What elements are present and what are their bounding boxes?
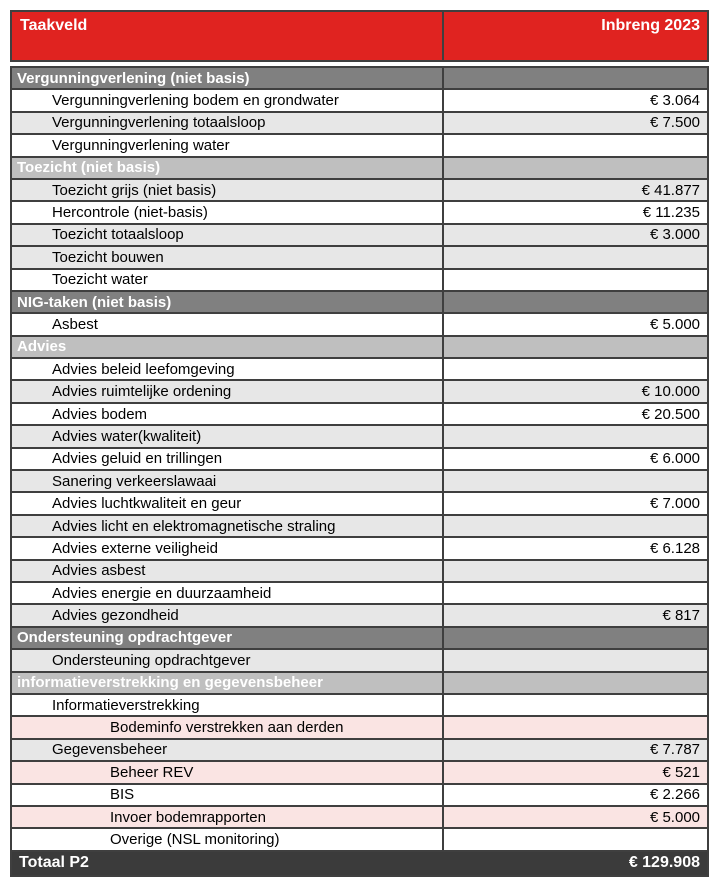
data-row-label: Hercontrole (niet-basis) xyxy=(12,202,444,222)
budget-table xyxy=(10,10,709,877)
column-header-inbreng-2023: Inbreng 2023 xyxy=(601,17,700,34)
data-row xyxy=(12,717,707,739)
section-header-row-amount xyxy=(444,337,707,357)
section-header-row-amount xyxy=(444,158,707,178)
data-row xyxy=(12,516,707,538)
data-row-amount xyxy=(444,247,707,267)
data-row-amount xyxy=(444,135,707,155)
data-row-label: Toezicht totaalsloop xyxy=(12,225,444,245)
data-row-label: Advies gezondheid xyxy=(12,605,444,625)
data-row-amount: € 5.000 xyxy=(649,315,700,333)
data-row xyxy=(12,561,707,583)
section-header-row-amount xyxy=(444,292,707,312)
data-row-amount: € 5.000 xyxy=(649,808,700,826)
data-row-amount xyxy=(444,270,707,290)
data-row xyxy=(12,247,707,269)
data-row-label: Advies energie en duurzaamheid xyxy=(12,583,444,603)
data-row-label: Vergunningverlening totaalsloop xyxy=(12,113,444,133)
data-row-label: Vergunningverlening water xyxy=(12,135,444,155)
data-row xyxy=(12,583,707,605)
data-row-amount: € 10.000 xyxy=(641,383,700,401)
data-row-amount xyxy=(444,471,707,491)
data-row-amount: € 521 xyxy=(662,763,700,781)
data-row-label: Informatieverstrekking xyxy=(12,695,444,715)
total-row xyxy=(12,852,707,875)
total-row-label: Totaal P2 xyxy=(19,854,89,872)
data-row-amount xyxy=(444,426,707,446)
data-row-amount: € 7.500 xyxy=(649,114,700,132)
data-row xyxy=(12,650,707,672)
section-header-row-amount xyxy=(444,68,707,88)
data-row-label: Bodeminfo verstrekken aan derden xyxy=(12,717,444,737)
data-row-label: Advies water(kwaliteit) xyxy=(12,426,444,446)
data-row-label: Ondersteuning opdrachtgever xyxy=(12,650,444,670)
section-header-row xyxy=(12,337,707,359)
data-row xyxy=(12,807,707,829)
data-row-label: Gegevensbeheer xyxy=(12,740,444,760)
data-row xyxy=(12,740,707,762)
data-row-label: Toezicht grijs (niet basis) xyxy=(12,180,444,200)
data-row-label: Toezicht bouwen xyxy=(12,247,444,267)
column-header-taakveld: Taakveld xyxy=(12,12,444,60)
section-header-row-label: Vergunningverlening (niet basis) xyxy=(12,68,444,88)
section-header-row xyxy=(12,158,707,180)
section-header-row-amount xyxy=(444,673,707,693)
section-header-row xyxy=(12,628,707,650)
section-header-row-label: Toezicht (niet basis) xyxy=(12,158,444,178)
data-row xyxy=(12,359,707,381)
data-row-amount xyxy=(444,561,707,581)
total-row-amount: € 129.908 xyxy=(628,854,700,872)
data-row xyxy=(12,404,707,426)
section-header-row xyxy=(12,68,707,90)
data-row-amount xyxy=(444,650,707,670)
data-row-amount: € 41.877 xyxy=(641,181,700,199)
data-row xyxy=(12,785,707,807)
data-row-label: Advies asbest xyxy=(12,561,444,581)
data-row xyxy=(12,314,707,336)
data-row xyxy=(12,202,707,224)
data-row-label: Advies beleid leefomgeving xyxy=(12,359,444,379)
data-row xyxy=(12,225,707,247)
data-row-amount xyxy=(444,695,707,715)
data-row-amount: € 3.000 xyxy=(649,226,700,244)
data-row xyxy=(12,270,707,292)
data-row xyxy=(12,762,707,784)
data-row-amount: € 817 xyxy=(662,607,700,625)
data-row xyxy=(12,449,707,471)
data-row-label: Toezicht water xyxy=(12,270,444,290)
data-row xyxy=(12,605,707,627)
section-header-row xyxy=(12,292,707,314)
data-row-label: Invoer bodemrapporten xyxy=(12,807,444,827)
section-header-row-label: Ondersteuning opdrachtgever xyxy=(12,628,444,648)
data-row xyxy=(12,538,707,560)
section-header-row xyxy=(12,673,707,695)
data-row-amount: € 3.064 xyxy=(649,92,700,110)
data-row-label: Advies luchtkwaliteit en geur xyxy=(12,493,444,513)
data-row xyxy=(12,471,707,493)
data-row-amount xyxy=(444,717,707,737)
data-row-label: Sanering verkeerslawaai xyxy=(12,471,444,491)
data-row-label: Overige (NSL monitoring) xyxy=(12,829,444,849)
data-row xyxy=(12,426,707,448)
data-row-label: Advies externe veiligheid xyxy=(12,538,444,558)
section-header-row-label: informatieverstrekking en gegevensbeheer xyxy=(12,673,444,693)
data-row-amount xyxy=(444,829,707,849)
data-row xyxy=(12,493,707,515)
data-row-label: Vergunningverlening bodem en grondwater xyxy=(12,90,444,110)
data-row-amount: € 2.266 xyxy=(649,786,700,804)
data-row xyxy=(12,381,707,403)
data-row-label: Advies licht en elektromagnetische straling xyxy=(12,516,444,536)
data-row-label: BIS xyxy=(12,785,444,805)
data-row xyxy=(12,90,707,112)
data-row-label: Beheer REV xyxy=(12,762,444,782)
data-row-label: Advies bodem xyxy=(12,404,444,424)
section-header-row-label: NIG-taken (niet basis) xyxy=(12,292,444,312)
section-header-row-label: Advies xyxy=(12,337,444,357)
table-header-row xyxy=(10,10,709,62)
data-row-label: Asbest xyxy=(12,314,444,334)
data-row-amount: € 20.500 xyxy=(641,405,700,423)
data-row xyxy=(12,180,707,202)
data-row-amount: € 7.000 xyxy=(649,495,700,513)
data-row-amount: € 7.787 xyxy=(649,741,700,759)
data-row xyxy=(12,113,707,135)
data-row xyxy=(12,829,707,851)
data-row-amount: € 11.235 xyxy=(642,204,700,222)
data-row xyxy=(12,135,707,157)
data-row-amount xyxy=(444,359,707,379)
data-row-amount xyxy=(444,583,707,603)
data-row xyxy=(12,695,707,717)
table-grid xyxy=(10,66,709,877)
data-row-amount: € 6.128 xyxy=(649,539,700,557)
data-row-amount xyxy=(444,516,707,536)
data-row-label: Advies geluid en trillingen xyxy=(12,449,444,469)
section-header-row-amount xyxy=(444,628,707,648)
data-row-label: Advies ruimtelijke ordening xyxy=(12,381,444,401)
data-row-amount: € 6.000 xyxy=(649,450,700,468)
